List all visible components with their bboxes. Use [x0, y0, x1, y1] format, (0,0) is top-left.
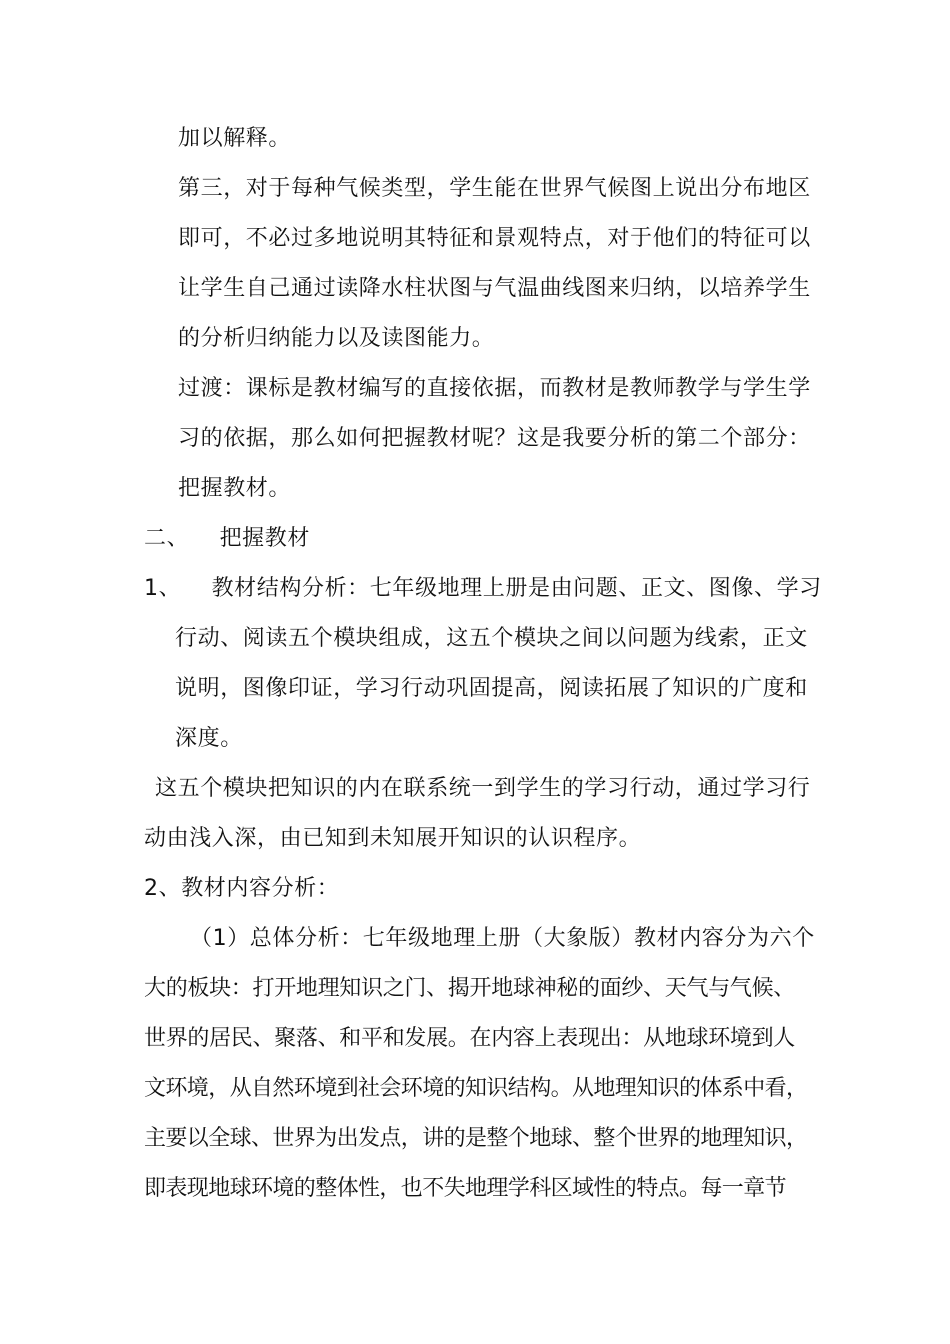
- text-line: （1）总体分析：七年级地理上册（大象版）教材内容分为六个: [190, 926, 815, 951]
- text-line: 大的板块：打开地理知识之门、揭开地球神秘的面纱、天气与气候、: [144, 976, 796, 1001]
- text-line: 即可，不必过多地说明其特征和景观特点，对于他们的特征可以: [178, 226, 811, 251]
- text-line: 习的依据，那么如何把握教材呢？这是我要分析的第二个部分：: [178, 426, 811, 451]
- text-line: 这五个模块把知识的内在联系统一到学生的学习行动，通过学习行: [155, 776, 811, 801]
- text-line: 的分析归纳能力以及读图能力。: [178, 326, 495, 351]
- section-heading: 二、 把握教材: [144, 526, 310, 551]
- text-line: 动由浅入深，由已知到未知展开知识的认识程序。: [144, 826, 642, 851]
- text-line: 1、 教材结构分析：七年级地理上册是由问题、正文、图像、学习: [144, 576, 822, 601]
- text-line: 世界的居民、聚落、和平和发展。在内容上表现出：从地球环境到人: [144, 1026, 796, 1051]
- text-line: 加以解释。: [178, 126, 292, 151]
- text-line: 2、教材内容分析：: [144, 876, 340, 901]
- text-line: 行动、阅读五个模块组成，这五个模块之间以问题为线索，正文: [175, 626, 808, 651]
- text-line: 把握教材。: [178, 476, 292, 501]
- text-line: 文环境，从自然环境到社会环境的知识结构。从地理知识的体系中看，: [144, 1076, 808, 1101]
- text-line: 即表现地球环境的整体性，也不失地理学科区域性的特点。每一章节: [144, 1176, 787, 1201]
- text-line: 说明，图像印证，学习行动巩固提高，阅读拓展了知识的广度和: [175, 676, 808, 701]
- text-line: 深度。: [175, 726, 243, 751]
- text-line: 主要以全球、世界为出发点，讲的是整个地球、整个世界的地理知识，: [144, 1126, 808, 1151]
- text-line: 让学生自己通过读降水柱状图与气温曲线图来归纳，以培养学生: [178, 276, 811, 301]
- text-line: 第三，对于每种气候类型，学生能在世界气候图上说出分布地区: [178, 176, 811, 201]
- text-line: 过渡：课标是教材编写的直接依据，而教材是教师教学与学生学: [178, 376, 811, 401]
